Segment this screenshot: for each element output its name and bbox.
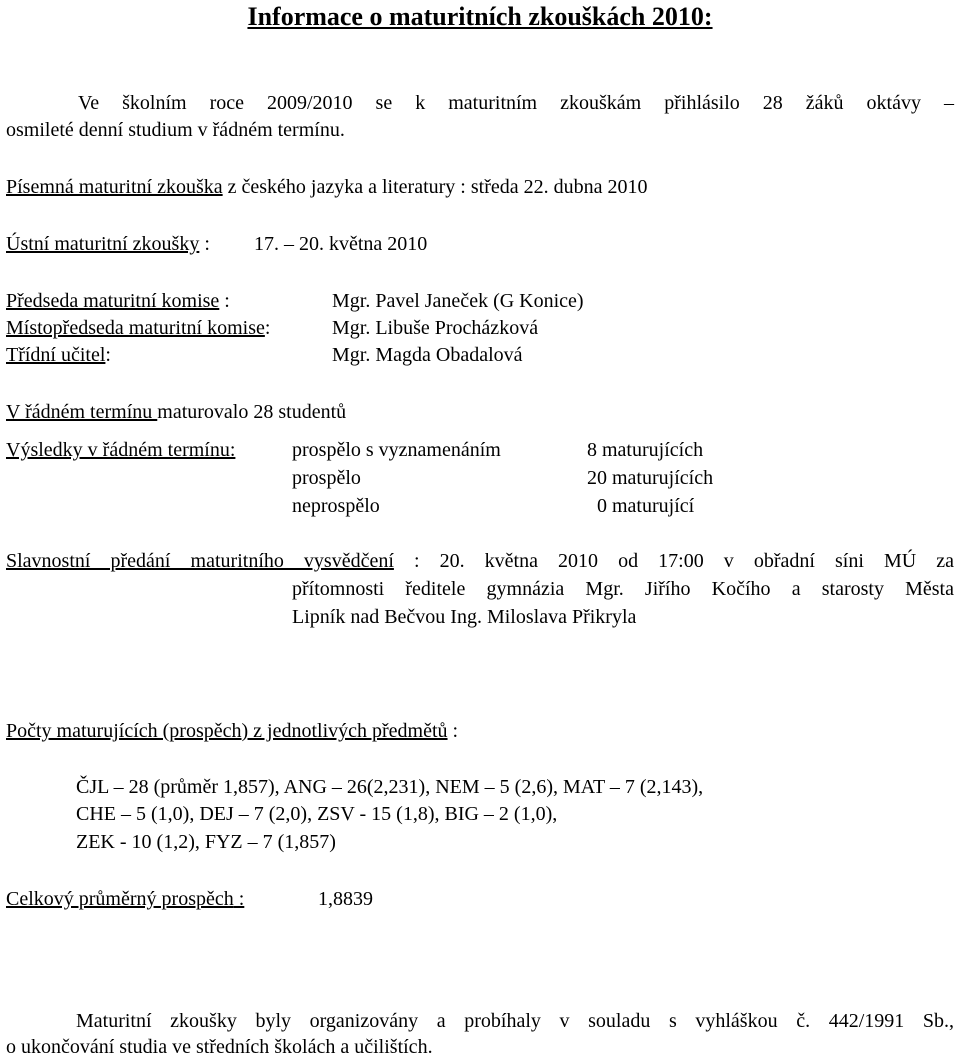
written-exam-detail: z českého jazyka a literatury : středa 22. dubna 2010 [222,176,648,198]
footer-line-2: o ukončování studia ve středních školách a učilištích. [6,1036,433,1058]
results-count-passed: 20 maturujících [587,467,714,489]
class-teacher-label: Třídní učitel [6,344,106,366]
subjects-line-1: ČJL – 28 (průměr 1,857), ANG – 26(2,231), NEM – 5 (2,6), MAT – 7 (2,143), [76,776,704,798]
commission-vice-chair-name: Mgr. Libuše Procházková [332,317,539,339]
subjects-heading-colon: : [447,720,459,742]
results-count-honors: 8 maturujících [587,439,704,461]
commission-vice-chair [6,315,270,341]
subjects-line-2: CHE – 5 (1,0), DEJ – 7 (2,0), ZSV - 15 (1,8), BIG – 2 (1,0), [76,803,558,825]
subjects-heading-label: Počty maturujících (prospěch) z jednotlivých předmětů [6,720,448,742]
results-category-passed: prospělo [292,467,361,489]
written-exam [6,174,647,200]
class-teacher-colon: : [105,344,111,366]
overall-average-value: 1,8839 [318,888,373,910]
subjects-heading [6,718,458,744]
ceremony-line-1 [6,548,954,574]
written-exam-label: Písemná maturitní zkouška [6,176,223,198]
oral-exam-date: 17. – 20. května 2010 [254,233,428,255]
results-count-failed: 0 maturující [597,495,695,517]
commission-chair [6,288,230,314]
ceremony-line-3: Lipník nad Bečvou Ing. Miloslava Přikryla [292,606,637,628]
ceremony-line-2: přítomnosti ředitele gymnázia Mgr. Jiřího Kočího a starosty Města [292,578,954,600]
overall-average-colon: : [233,888,245,910]
ceremony-detail: : 20. května 2010 od 17:00 v obřadní síni MÚ za [393,550,954,572]
oral-exam-colon: : [199,233,210,255]
class-teacher [6,342,111,368]
regular-term-label: V řádném termínu [6,401,158,423]
regular-term-detail: maturovalo 28 studentů [157,401,347,423]
overall-average [6,886,244,912]
regular-term [6,399,346,425]
results-category-failed: neprospělo [292,495,380,517]
commission-vice-chair-colon: : [264,317,271,339]
commission-vice-chair-label: Místopředseda maturitní komise [6,317,265,339]
class-teacher-name: Mgr. Magda Obadalová [332,344,523,366]
results-label: Výsledky v řádném termínu: [6,439,236,461]
commission-chair-label: Předseda maturitní komise [6,290,220,312]
overall-average-label: Celkový průměrný prospěch [6,888,234,910]
commission-chair-colon: : [219,290,230,312]
oral-exam [6,231,210,257]
results-category-honors: prospělo s vyznamenáním [292,439,501,461]
oral-exam-label: Ústní maturitní zkoušky [6,233,200,255]
intro-line-2: osmileté denní studium v řádném termínu. [6,119,345,141]
subjects-line-3: ZEK - 10 (1,2), FYZ – 7 (1,857) [76,831,336,853]
ceremony-label: Slavnostní předání maturitního vysvědčení [6,550,394,572]
commission-chair-name: Mgr. Pavel Janeček (G Konice) [332,290,584,312]
intro-line-1: Ve školním roce 2009/2010 se k maturitním zkouškám přihlásilo 28 žáků oktávy – [78,92,954,114]
page-title: Informace o maturitních zkouškách 2010: [247,2,713,31]
footer-line-1: Maturitní zkoušky byly organizovány a probíhaly v souladu s vyhláškou č. 442/1991 Sb., [76,1010,954,1032]
